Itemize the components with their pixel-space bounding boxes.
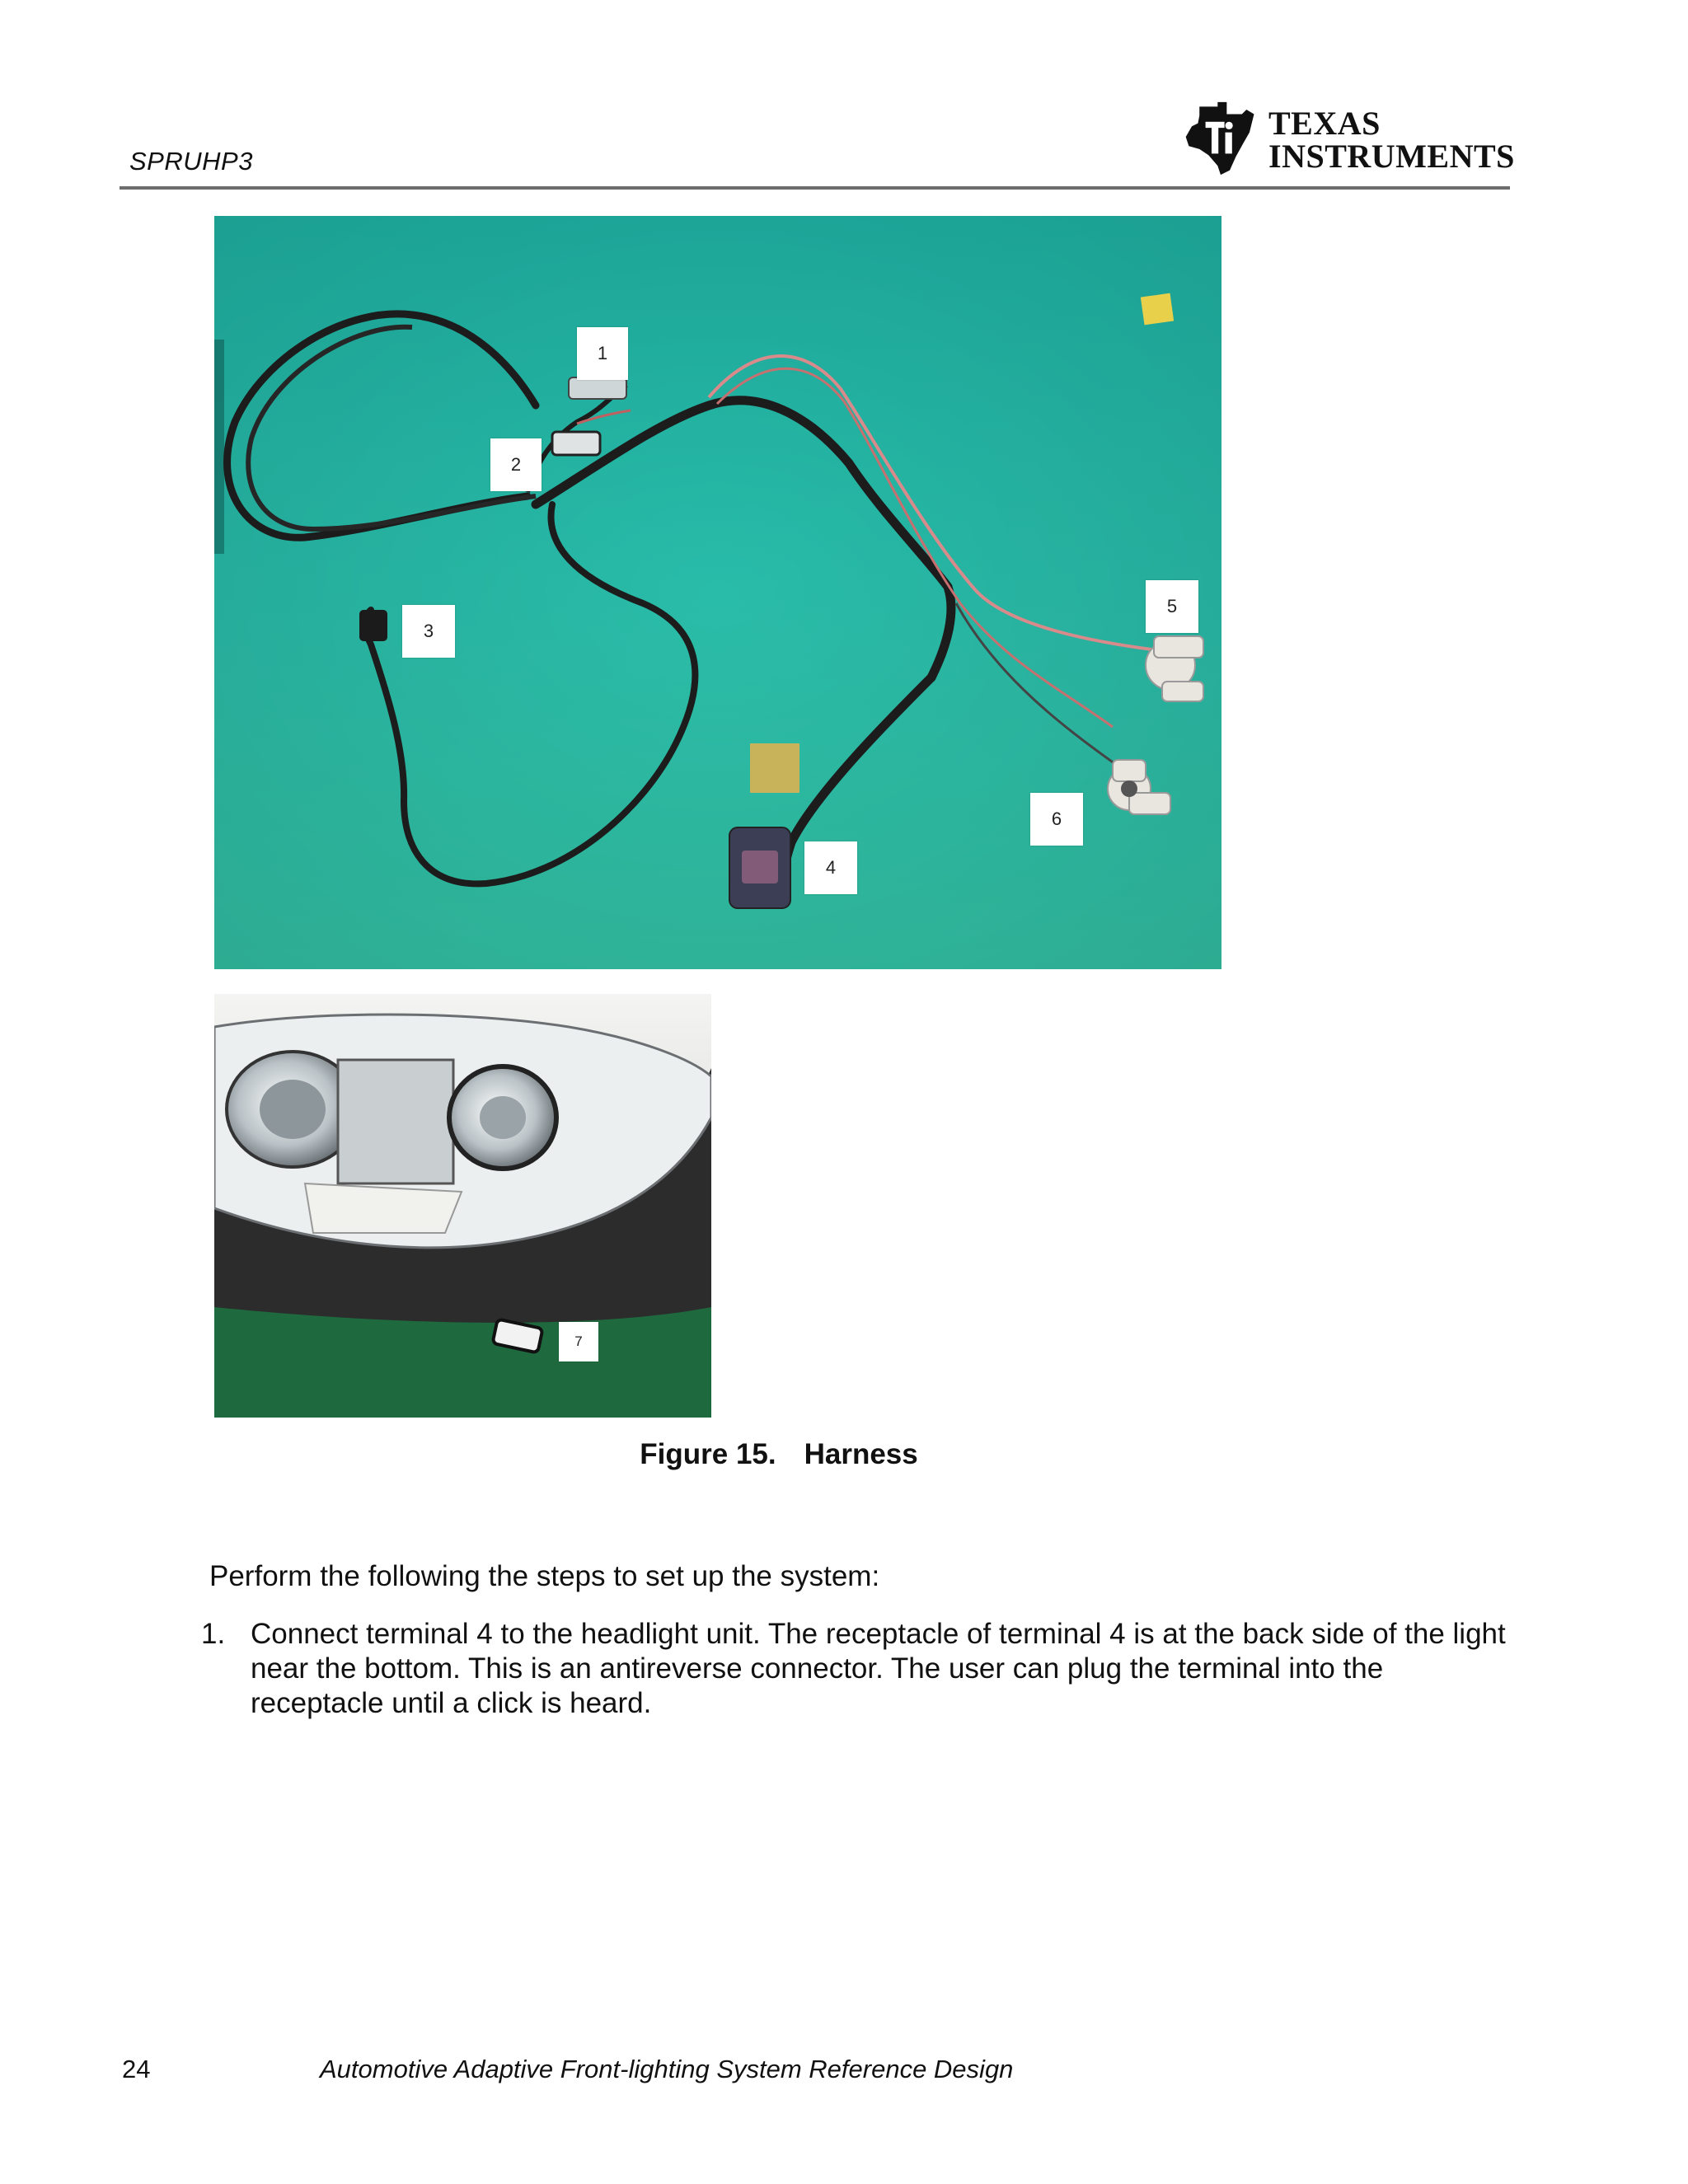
callout-1: 1 bbox=[577, 327, 628, 380]
ti-wordmark bbox=[1268, 107, 1515, 173]
footer-document-title: Automotive Adaptive Front-lighting System Reference Design bbox=[320, 2055, 1014, 2083]
document-id: SPRUHP3 bbox=[129, 147, 253, 176]
callout-5: 5 bbox=[1146, 580, 1198, 633]
callout-3: 3 bbox=[402, 605, 455, 658]
callout-4: 4 bbox=[804, 841, 857, 894]
figure-caption-number: Figure 15. bbox=[640, 1438, 776, 1470]
intro-paragraph: Perform the following the steps to set up the system: bbox=[209, 1560, 880, 1592]
figure-caption bbox=[0, 1438, 1558, 1471]
page-number: 24 bbox=[122, 2055, 151, 2083]
header-divider bbox=[120, 186, 1510, 190]
logo-text-texas: TEXAS bbox=[1268, 105, 1381, 142]
setup-step-list bbox=[201, 1617, 1520, 1721]
texas-instruments-logo bbox=[1183, 97, 1515, 186]
ti-logo-mark-icon bbox=[1183, 101, 1259, 176]
logo-text-instruments: INSTRUMENTS bbox=[1268, 138, 1515, 175]
step-text: Connect terminal 4 to the headlight unit. The receptacle of terminal 4 is at the back side of the light near the bottom. This is an antireverse connector. The user can plug the terminal into the receptacle until a click is heard. bbox=[251, 1618, 1506, 1719]
step-number: 1. bbox=[201, 1618, 226, 1650]
list-item bbox=[201, 1617, 1520, 1721]
callout-2: 2 bbox=[490, 438, 542, 491]
figure-caption-title: Harness bbox=[804, 1438, 918, 1470]
callout-7: 7 bbox=[559, 1322, 598, 1361]
callout-6: 6 bbox=[1030, 793, 1083, 846]
harness-photo bbox=[214, 216, 1221, 969]
harness-photo-graphic bbox=[214, 216, 1221, 969]
headlight-photo bbox=[214, 994, 711, 1418]
headlight-photo-graphic bbox=[214, 994, 711, 1418]
